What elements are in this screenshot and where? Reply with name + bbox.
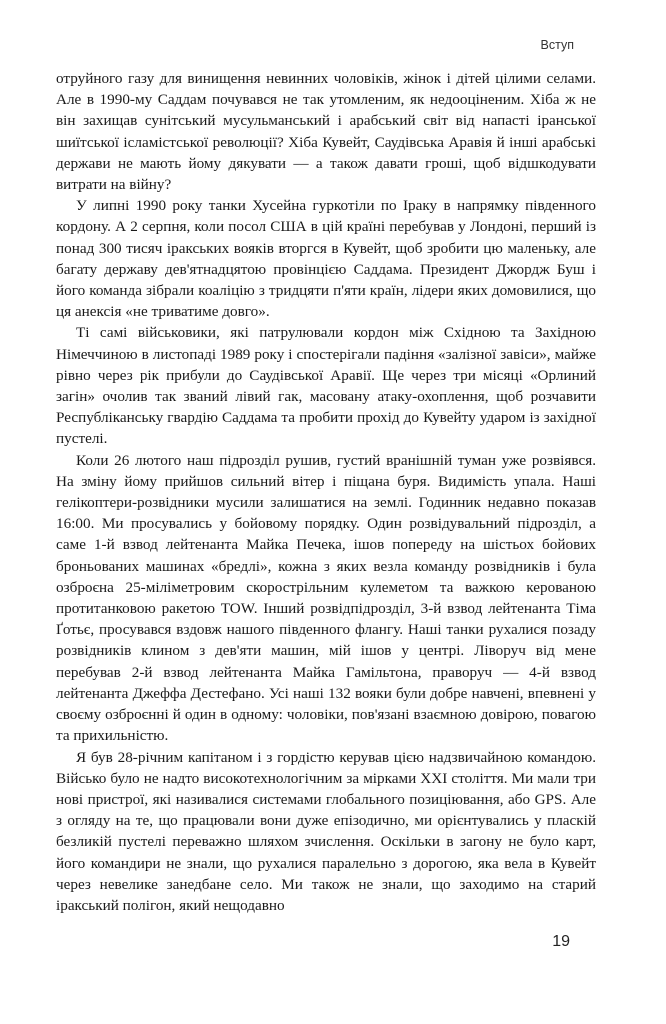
body-text [56,68,596,916]
paragraph: Коли 26 лютого наш підрозділ рушив, густий вранішній туман уже розвіявся. На зміну йому прийшов сильний вітер і піщана буря. Видимість упала. Наші гелікоптери-розвідники мусили залишатися на землі. Годинник недавно показав 16:00. Ми просувались у бойовому порядку. Один розвідувальний підрозділ, а саме 1-й взвод лейтенанта Майка Печека, ішов попереду на шістьох бойових броньованих машинах «бредлі», кожна з яких везла команду розвідників і була озброєна 25-міліметровим скорострільним кулеметом та важкою керованою протитанковою ракетою TOW. Інший розвідпідрозділ, 3-й взвод лейтенанта Тіма Ґотьє, просувався вздовж нашого південного флангу. Наші танки рухалися позаду розвідників клином з дев'яти машин, мій ішов у центрі. Ліворуч від мене перебував 2-й взвод лейтенанта Майка Гамільтона, праворуч — 4-й взвод лейтенанта Джеффа Дестефано. Усі наші 132 вояки були добре навчені, впевнені у своєму озброєнні й один в одному: чоловіки, пов'язані взаємною довірою, повагою та прихильністю. [56,451,596,745]
page-number: 19 [552,933,570,950]
paragraph: отруйного газу для винищення невинних чоловіків, жінок і дітей цілими селами. Але в 1990-му Саддам почувався не так утомленим, як недооціненим. Хіба ж не він захищав сунітський мусульманський і арабський світ від напасті іранської шиїтської ісламістської революції? Хіба Кувейт, Саудівська Аравія й інші арабські держави не мають йому дякувати — а також давати гроші, щоб відшкодувати витрати на війну? [56,70,596,194]
paragraph: Ті самі військовики, які патрулювали кордон між Східною та Західною Німеччиною в листопаді 1989 року і спостерігали падіння «залізної завіси», майже рівно через рік прибули до Саудівської Аравії. Ще через три місяці «Орлиний загін» очолив так званий лівий гак, масовану атаку-охоплення, щоб розчавити Республіканську гвардію Саддама та пробити прохід до Кувейту ударом із західної пустелі. [56,324,596,448]
running-head: Вступ [540,38,574,52]
paragraph: У липні 1990 року танки Хусейна гуркотіли по Іраку в напрямку південного кордону. А 2 серпня, коли посол США в цій країні перебував у Лондоні, перший із понад 300 тисяч іракських вояків вторгся в Кувейт, щоб зробити цю маленьку, але багату державу дев'ятнадцятою провінцією Саддама. Президент Джордж Буш і його команда зібрали коаліцію з тридцяти п'яти країн, лідери яких домовилися, що ця анексія «не триватиме довго». [56,197,596,321]
paragraph: Я був 28-річним капітаном і з гордістю керував цією надзвичайною командою. Військо було не надто високотехнологічним за мірками XXI століття. Ми мали три нові пристрої, які називалися системами глобального позиціювання, або GPS. Але з огляду на те, що працювали вони дуже епізодично, ми орієнтувались у пласкій безликій пустелі переважно шляхом зчислення. Оскільки в загону не було карт, його командири не знали, що рухалися паралельно з дорогою, яка вела в Кувейт через невелике занедбане село. Ми також не знали, що заходимо на старий іракський полігон, який нещодавно [56,748,596,914]
